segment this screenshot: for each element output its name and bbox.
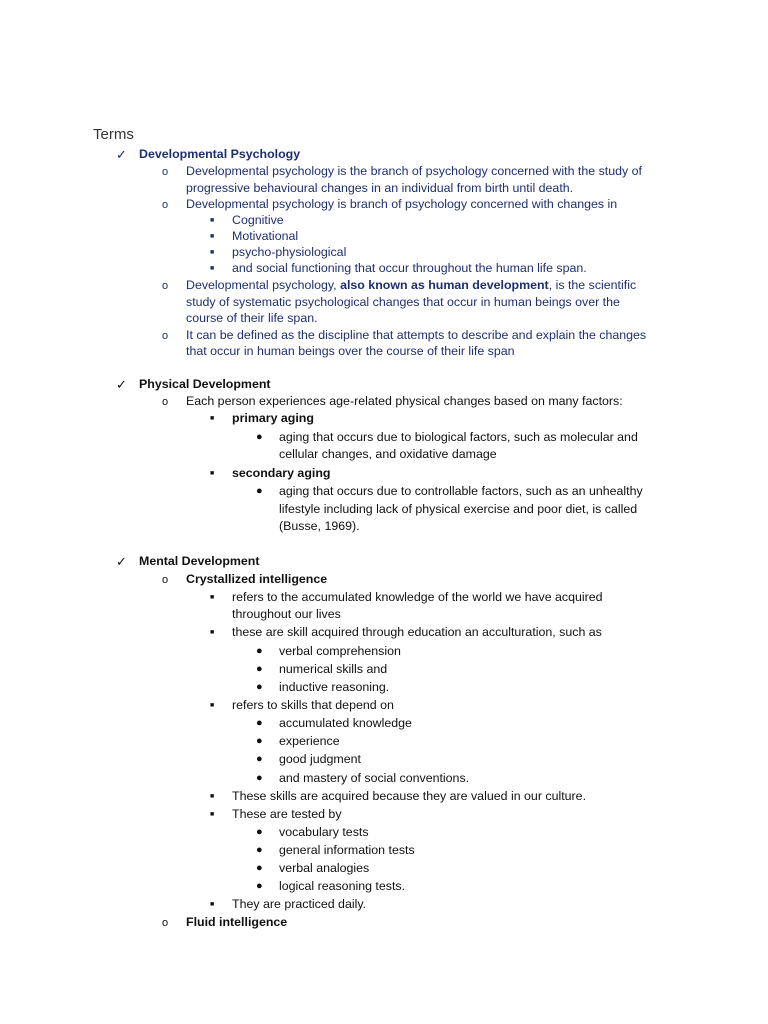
check-icon: ✓	[116, 147, 127, 162]
square-bullet-icon: ■	[210, 594, 215, 601]
circle-bullet-icon: o	[162, 199, 169, 211]
text-line: Each person experiences age-related physical changes based on many factors:	[186, 394, 623, 408]
circle-bullet-icon: o	[162, 917, 169, 929]
bullet-icon: ●	[256, 431, 263, 443]
list-item: Cognitive	[232, 213, 284, 227]
list-item: numerical skills and	[279, 662, 388, 676]
check-icon: ✓	[116, 554, 127, 569]
text-line: Developmental psychology is the branch of psychology concerned with the study of	[186, 164, 642, 178]
text-line: refers to skills that depend on	[232, 698, 394, 712]
bullet-icon: ●	[256, 772, 263, 784]
text-line: aging that occurs due to controllable factors, such as an unhealthy	[279, 484, 643, 498]
square-bullet-icon: ■	[210, 415, 215, 422]
bullet-icon: ●	[256, 717, 263, 729]
square-bullet-icon: ■	[210, 702, 215, 709]
text-line: study of systematic psychological changes that occur in human beings over the	[186, 295, 620, 309]
square-bullet-icon: ■	[210, 811, 215, 818]
section-heading-developmental: Developmental Psychology	[139, 147, 301, 161]
text-line: refers to the accumulated knowledge of the world we have acquired	[232, 590, 603, 604]
bullet-icon: ●	[256, 844, 263, 856]
bullet-icon: ●	[256, 753, 263, 765]
text-line: These are tested by	[232, 807, 342, 821]
list-item: verbal comprehension	[279, 644, 401, 658]
text-line: that occur in human beings over the course of their life span	[186, 344, 515, 358]
circle-bullet-icon: o	[162, 396, 169, 408]
square-bullet-icon: ■	[210, 629, 215, 636]
list-item: verbal analogies	[279, 861, 370, 875]
text-line: These skills are acquired because they are valued in our culture.	[232, 789, 587, 803]
list-item: and mastery of social conventions.	[279, 771, 470, 785]
circle-bullet-icon: o	[162, 280, 169, 292]
square-bullet-icon: ■	[210, 249, 215, 256]
list-item: general information tests	[279, 843, 415, 857]
subheading-crystallized: Crystallized intelligence	[186, 572, 328, 586]
text-line: progressive behavioural changes in an individual from birth until death.	[186, 181, 574, 195]
section-heading-mental: Mental Development	[139, 554, 260, 568]
list-item: psycho-physiological	[232, 245, 347, 259]
text-line: these are skill acquired through education an acculturation, such as	[232, 625, 602, 639]
subheading-fluid: Fluid intelligence	[186, 915, 288, 929]
circle-bullet-icon: o	[162, 330, 169, 342]
text-line: throughout our lives	[232, 607, 341, 621]
text-line: aging that occurs due to biological factors, such as molecular and	[279, 430, 638, 444]
text-line: Developmental psychology is branch of psychology concerned with changes in	[186, 197, 618, 211]
square-bullet-icon: ■	[210, 233, 215, 240]
square-bullet-icon: ■	[210, 265, 215, 272]
list-item: vocabulary tests	[279, 825, 369, 839]
bullet-icon: ●	[256, 862, 263, 874]
bullet-icon: ●	[256, 880, 263, 892]
square-bullet-icon: ■	[210, 793, 215, 800]
text-line: It can be defined as the discipline that attempts to describe and explain the changes	[186, 328, 647, 342]
bullet-icon: ●	[256, 663, 263, 675]
list-item: accumulated knowledge	[279, 716, 412, 730]
list-item: Motivational	[232, 229, 299, 243]
text-line: They are practiced daily.	[232, 897, 367, 911]
list-item: logical reasoning tests.	[279, 879, 406, 893]
list-item: and social functioning that occur throughout the human life span.	[232, 261, 587, 275]
list-item-heading: secondary aging	[232, 466, 331, 480]
text-line: cellular changes, and oxidative damage	[279, 447, 497, 461]
section-heading-physical: Physical Development	[139, 377, 271, 391]
list-item: experience	[279, 734, 340, 748]
text-line: (Busse, 1969).	[279, 519, 360, 533]
bullet-icon: ●	[256, 485, 263, 497]
bullet-icon: ●	[256, 645, 263, 657]
text-line: course of their life span.	[186, 311, 318, 325]
bullet-icon: ●	[256, 735, 263, 747]
page-title: Terms	[93, 126, 134, 143]
list-item: inductive reasoning.	[279, 680, 390, 694]
circle-bullet-icon: o	[162, 574, 169, 586]
bullet-icon: ●	[256, 681, 263, 693]
square-bullet-icon: ■	[210, 470, 215, 477]
circle-bullet-icon: o	[162, 166, 169, 178]
square-bullet-icon: ■	[210, 217, 215, 224]
square-bullet-icon: ■	[210, 901, 215, 908]
bullet-icon: ●	[256, 826, 263, 838]
text-line: lifestyle including lack of physical exercise and poor diet, is called	[279, 502, 638, 516]
list-item-heading: primary aging	[232, 411, 314, 425]
list-item: good judgment	[279, 752, 361, 766]
text-line: Developmental psychology, also known as human development, is the scientific	[186, 278, 637, 292]
check-icon: ✓	[116, 377, 127, 392]
